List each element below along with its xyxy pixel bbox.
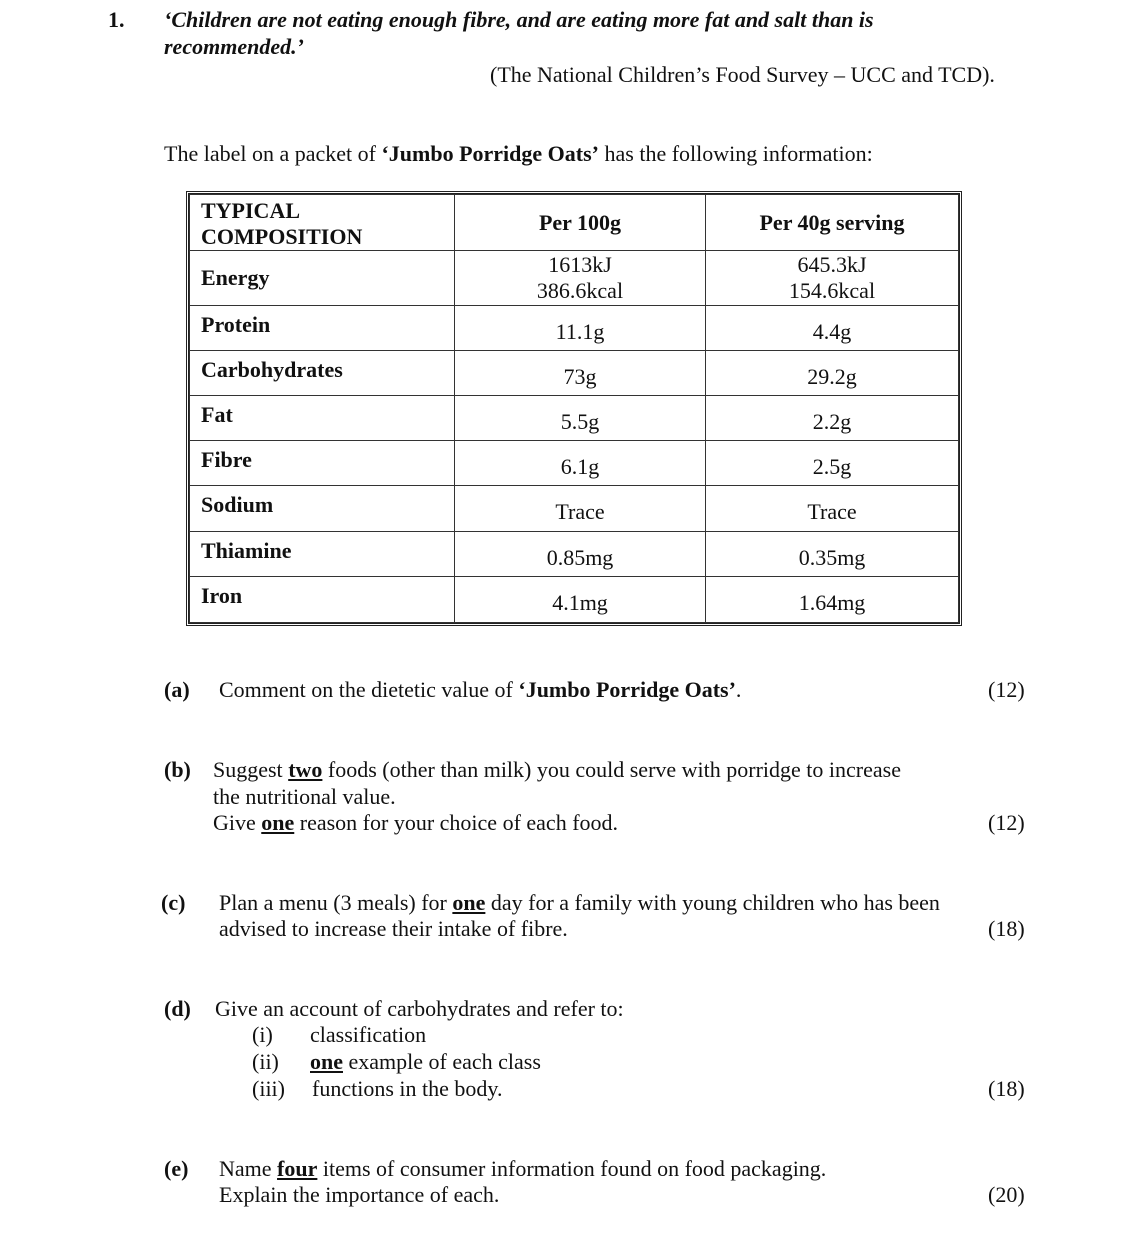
- row-value: 5.5g: [560, 409, 600, 434]
- part-d-line-1: Give an account of carbohydrates and refer to:: [215, 996, 624, 1021]
- part-e-line-1: [219, 1155, 826, 1182]
- row-label: Thiamine: [190, 531, 455, 576]
- row-label: Carbohydrates: [190, 350, 455, 395]
- row-per-100g: [455, 486, 706, 531]
- part-b-l3-post: reason for your choice of each food.: [294, 810, 619, 835]
- part-b-emphasis-one: one: [261, 810, 295, 835]
- row-per-100g: [455, 531, 706, 576]
- part-d-emphasis-one: one: [310, 1049, 343, 1074]
- part-a-product: ‘Jumbo Porridge Oats’: [518, 677, 736, 702]
- part-c-l1-post: day for a family with young children who has been: [485, 890, 940, 915]
- intro-post: has the following information:: [599, 141, 873, 166]
- row-value: 6.1g: [560, 454, 600, 480]
- part-b-l3-pre: Give: [213, 810, 262, 835]
- part-c-line-1: [219, 889, 940, 916]
- row-per-100g: [455, 395, 706, 440]
- intro-product: ‘Jumbo Porridge Oats’: [381, 141, 599, 166]
- part-b-line-3: [213, 809, 618, 836]
- table-header-row: [190, 195, 959, 251]
- row-label: Fibre: [190, 441, 455, 486]
- header-composition-line-1: TYPICAL: [201, 198, 301, 223]
- row-value: 2.5g: [812, 454, 852, 480]
- part-d-sub-3-label: (iii): [252, 1076, 285, 1101]
- header-per-100g: Per 100g: [455, 195, 706, 251]
- part-a-label: (a): [164, 677, 190, 702]
- part-b-emphasis-two: two: [288, 757, 323, 782]
- part-b-l1-pre: Suggest: [213, 757, 289, 782]
- row-per-100g: [455, 305, 706, 350]
- nutrition-table: [189, 194, 959, 623]
- part-e-l1-post: items of consumer information found on food packaging.: [317, 1156, 827, 1181]
- part-d-sub-2-text: [310, 1048, 541, 1075]
- part-d-sub-2-label: (ii): [252, 1049, 279, 1074]
- row-per-100g: [455, 441, 706, 486]
- quote-line-1: ‘Children are not eating enough fibre, and are eating more fat and salt than is: [164, 7, 874, 32]
- row-value: 29.2g: [807, 363, 857, 389]
- part-a-post: .: [735, 677, 742, 702]
- table-row: [190, 576, 959, 622]
- row-value: 73g: [563, 363, 597, 389]
- energy-kcal-40g: 154.6kcal: [788, 277, 876, 303]
- part-a-marks: (12): [988, 677, 1025, 702]
- part-c-l1-pre: Plan a menu (3 meals) for: [219, 890, 453, 915]
- table-row: [190, 395, 959, 440]
- part-d-sub-2-post: example of each class: [343, 1049, 541, 1074]
- energy-kj-40g: 645.3kJ: [797, 251, 867, 277]
- part-e-marks: (20): [988, 1182, 1025, 1207]
- part-b-l1-post: foods (other than milk) you could serve with porridge to increase: [322, 757, 901, 782]
- header-per-40g: Per 40g serving: [706, 195, 959, 251]
- part-e-l1-pre: Name: [219, 1156, 278, 1181]
- table-row: [190, 441, 959, 486]
- question-number: 1.: [108, 7, 125, 32]
- row-value: 4.4g: [812, 318, 852, 344]
- part-b-marks: (12): [988, 810, 1025, 835]
- row-per-40g: [706, 531, 959, 576]
- row-value: 1.64mg: [798, 590, 866, 616]
- part-d-marks: (18): [988, 1076, 1025, 1101]
- row-label: Protein: [190, 305, 455, 350]
- row-label: Sodium: [190, 486, 455, 531]
- table-row: [190, 251, 959, 305]
- intro-sentence: [164, 140, 873, 167]
- part-d-sub-1-text: classification: [310, 1022, 427, 1047]
- row-value: 0.35mg: [798, 544, 866, 570]
- intro-pre: The label on a packet of: [164, 141, 382, 166]
- part-a-text: [219, 676, 741, 703]
- row-label: Energy: [190, 251, 455, 305]
- header-composition: [190, 195, 455, 251]
- row-per-100g: [455, 576, 706, 622]
- part-c-emphasis-one: one: [452, 890, 486, 915]
- part-d-sub-3-text: functions in the body.: [312, 1076, 503, 1101]
- row-per-100g: [455, 350, 706, 395]
- row-per-40g: [706, 486, 959, 531]
- row-label: Iron: [190, 576, 455, 622]
- row-per-40g: [706, 395, 959, 440]
- row-value: Trace: [555, 499, 605, 525]
- part-b-label: (b): [164, 757, 191, 782]
- table-row: [190, 350, 959, 395]
- row-per-40g: [706, 305, 959, 350]
- part-d-label: (d): [164, 996, 191, 1021]
- part-c-line-2: advised to increase their intake of fibre.: [219, 916, 568, 941]
- table-row: [190, 531, 959, 576]
- row-value: Trace: [807, 499, 857, 525]
- part-b-line-2: the nutritional value.: [213, 784, 396, 809]
- row-value: 11.1g: [555, 318, 605, 344]
- part-e-label: (e): [164, 1156, 189, 1181]
- part-c-label: (c): [161, 890, 186, 915]
- part-b-line-1: [213, 756, 901, 783]
- row-value: 4.1mg: [552, 590, 608, 616]
- table-row: [190, 305, 959, 350]
- energy-kcal-100g: 386.6kcal: [536, 277, 624, 303]
- row-per-40g: [706, 441, 959, 486]
- quote-source: (The National Children’s Food Survey – UCC and TCD).: [490, 62, 995, 87]
- row-per-40g: [706, 350, 959, 395]
- part-c-marks: (18): [988, 916, 1025, 941]
- row-per-100g: [455, 251, 706, 305]
- part-a-pre: Comment on the dietetic value of: [219, 677, 519, 702]
- table-row: [190, 486, 959, 531]
- row-value: 2.2g: [812, 409, 852, 434]
- part-d-sub-1-label: (i): [252, 1022, 273, 1047]
- energy-kj-100g: 1613kJ: [548, 251, 612, 277]
- part-e-line-2: Explain the importance of each.: [219, 1182, 500, 1207]
- row-per-40g: [706, 251, 959, 305]
- row-value: 0.85mg: [546, 544, 614, 570]
- header-composition-line-2: COMPOSITION: [201, 224, 363, 249]
- row-per-40g: [706, 576, 959, 622]
- part-e-emphasis-four: four: [277, 1156, 318, 1181]
- row-label: Fat: [190, 395, 455, 440]
- quote-line-2: recommended.’: [164, 34, 304, 59]
